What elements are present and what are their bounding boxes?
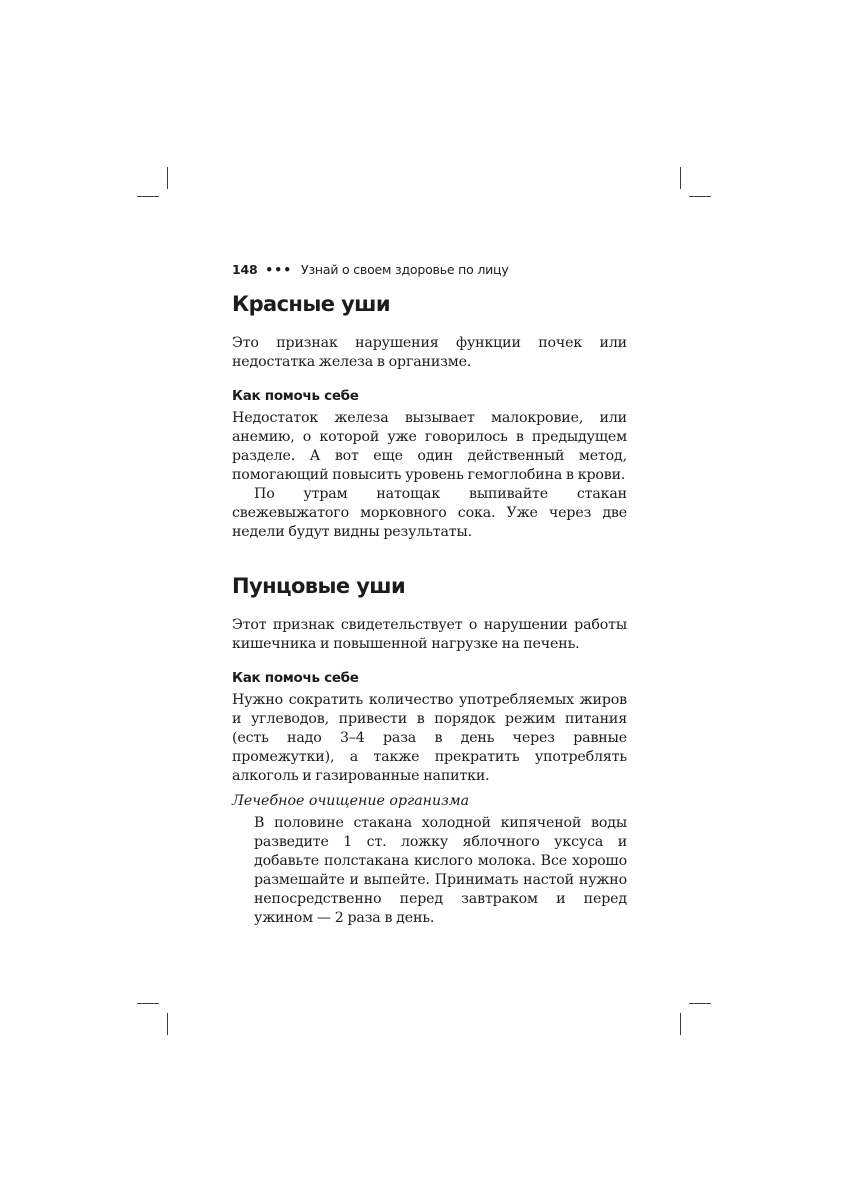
section-title-red-ears: Красные уши: [232, 292, 390, 316]
crop-mark-bottom-left: [167, 1013, 168, 1035]
paragraph: Недостаток железа вызывает малокровие, или анемию, о которой уже говорилось в предыдущем разделе. А вот еще один действенный метод, помогающий повысить уровень гемоглобина в крови.: [232, 410, 627, 483]
section-intro: Этот признак свидетельствует о нарушении работы кишечника и повышенной нагрузке на печень.: [232, 617, 627, 652]
crop-mark-top-left: [137, 196, 159, 197]
crop-mark-bottom-right: [680, 1013, 681, 1035]
help-heading: Как помочь себе: [232, 670, 359, 686]
page-content: [232, 262, 627, 928]
section-title-crimson-ears: Пунцовые уши: [232, 574, 406, 598]
crop-mark-top-left: [167, 167, 168, 189]
book-title: Узнай о своем здоровье по лицу: [301, 262, 509, 277]
help-heading: Как помочь себе: [232, 388, 359, 404]
running-head: [232, 262, 627, 278]
crop-mark-top-right: [689, 196, 711, 197]
paragraph: Нужно сократить количество употребляемых жиров и углеводов, привести в порядок режим питания (есть надо 3–4 раза в день через равные промежутки), а также прекратить употреблять алкоголь и газированные напитки.: [232, 692, 627, 784]
crop-mark-bottom-right: [689, 1003, 711, 1004]
crop-mark-top-right: [680, 167, 681, 189]
crop-mark-bottom-left: [137, 1003, 159, 1004]
recipe-title: Лечебное очищение организма: [232, 793, 470, 809]
paragraph: По утрам натощак выпивайте стакан свежевыжатого морковного сока. Уже через две недели будут видны результаты.: [232, 486, 627, 540]
recipe-text: В половине стакана холодной кипяченой воды разведите 1 ст. ложку яблочного уксуса и добавьте полстакана кислого молока. Все хорошо размешайте и выпейте. Принимать настой нужно непосредственно перед завтраком и перед ужином — 2 раза в день.: [254, 815, 627, 926]
page-number: 148: [232, 262, 258, 277]
section-intro: Это признак нарушения функции почек или недостатка железа в организме.: [232, 335, 627, 370]
separator-dots: •••: [265, 262, 293, 277]
